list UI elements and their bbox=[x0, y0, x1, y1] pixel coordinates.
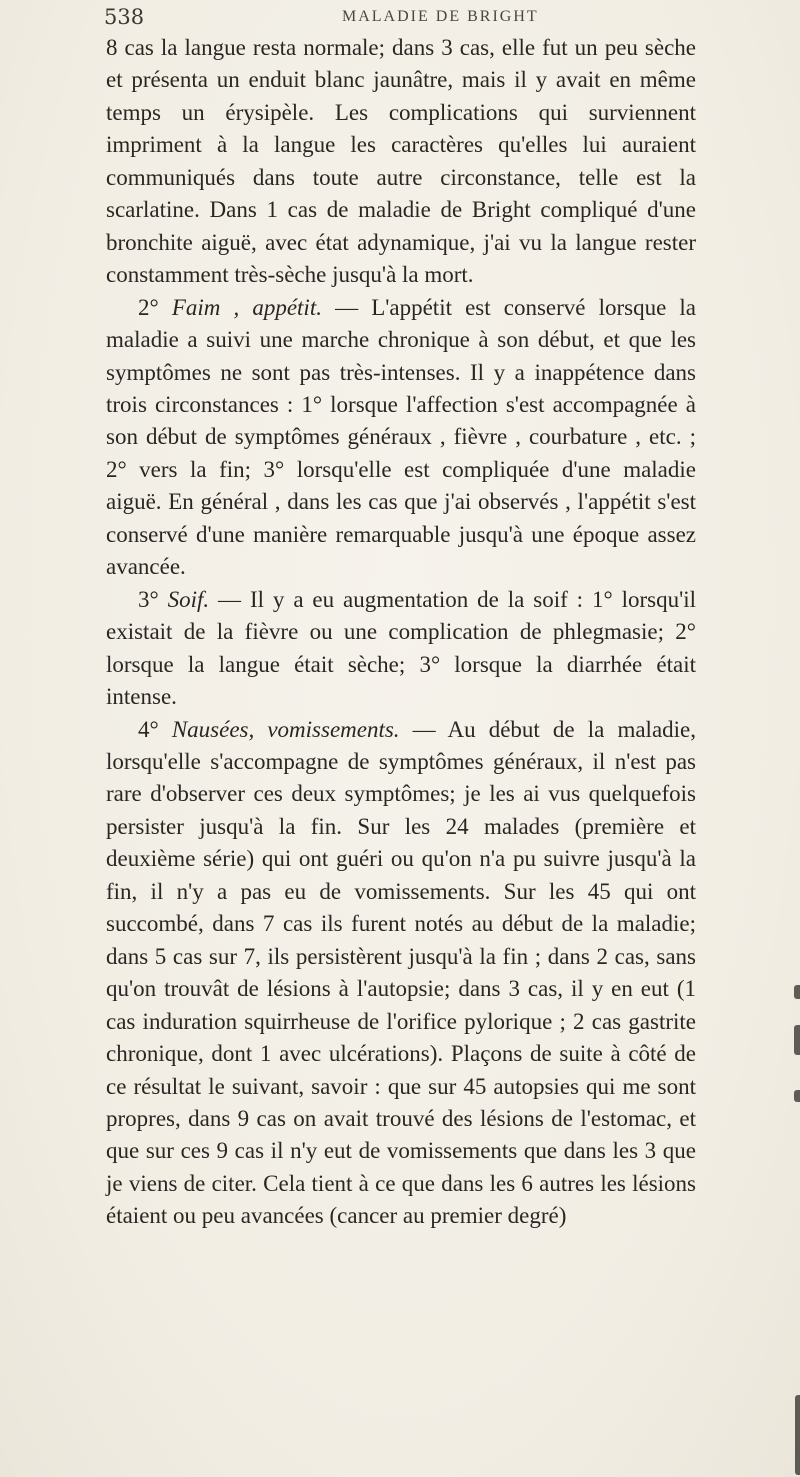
section-heading: Soif. bbox=[167, 586, 210, 612]
paragraph-text: — L'appétit est conservé lorsque la maladie a suivi une marche chronique à son début, et que les symptômes ne sont pas très-intenses. Il y a inappétence dans trois circonstances : 1° lorsque l'affection s'est accompagnée à son début de symptômes généraux , fièvre , courbature , etc. ; 2° vers la fin; 3° lorsqu'elle est compliquée d'une maladie aiguë. En général , dans les cas que j'ai observés , l'appétit s'est conservé d'une manière remarquable jusqu'à une époque assez avancée. bbox=[106, 294, 696, 580]
page-edge-mark bbox=[794, 1025, 800, 1055]
section-number: 3° bbox=[138, 586, 159, 612]
section-heading: Nausées, vomissements. bbox=[171, 716, 400, 742]
section-heading: Faim , appétit. bbox=[171, 294, 322, 320]
page-header bbox=[104, 5, 704, 35]
paragraph-text: — Au début de la maladie, lorsqu'elle s'accompagne de symptômes généraux, il n'est pas rare d'observer ces deux symptômes; je les ai vus quelquefois persister jusqu'à la fin. Sur les 24 malades (première et deuxième série) qui ont guéri ou qu'on n'a pu suivre jusqu'à la fin, il n'y a pas eu de vomissements. Sur les 45 qui ont succombé, dans 7 cas ils furent notés au début de la maladie; dans 5 cas sur 7, ils persistèrent jusqu'à la fin ; dans 2 cas, sans qu'on trouvât de lésions à l'autopsie; dans 3 cas, il y en eut (1 cas induration squirrheuse de l'orifice pylorique ; 2 cas gastrite chronique, dont 1 avec ulcérations). Plaçons de suite à côté de ce résultat le suivant, savoir : que sur 45 autopsies qui me sont propres, dans 9 cas on avait trouvé des lésions de l'estomac, et que sur ces 9 cas il n'y eut de vomissements que dans les 3 que je viens de citer. Cela tient à ce que dans les 6 autres les lésions étaient ou peu avancées (cancer au premier degré) bbox=[106, 716, 697, 1229]
paragraph-thirst bbox=[106, 584, 696, 714]
page-edge-mark bbox=[795, 1395, 800, 1475]
page-edge-mark bbox=[794, 1090, 800, 1102]
section-number: 2° bbox=[138, 294, 159, 320]
section-number: 4° bbox=[138, 716, 159, 742]
page-number: 538 bbox=[104, 5, 145, 29]
page-edge-mark bbox=[794, 985, 800, 999]
paragraph-tongue-continuation bbox=[106, 32, 696, 292]
running-title: MALADIE DE BRIGHT bbox=[342, 8, 539, 25]
paragraph-appetite bbox=[106, 292, 696, 584]
paragraph-text: — Il y a eu augmentation de la soif : 1° lorsqu'il existait de la fièvre ou une complication de phlegmasie; 2° lorsque la langue était sèche; 3° lorsque la diarrhée était intense. bbox=[106, 586, 696, 710]
paragraph-nausea-vomiting bbox=[106, 714, 696, 1233]
paragraph-text: 8 cas la langue resta normale; dans 3 cas, elle fut un peu sèche et présenta un enduit blanc jaunâtre, mais il y avait en même temps un érysipèle. Les complications qui surviennent impriment à la langue les caractères qu'elles lui auraient communiqués dans toute autre circonstance, telle est la scarlatine. Dans 1 cas de maladie de Bright compliqué d'une bronchite aiguë, avec état adynamique, j'ai vu la langue rester constamment très-sèche jusqu'à la mort. bbox=[106, 35, 696, 288]
text-body bbox=[106, 32, 696, 1233]
